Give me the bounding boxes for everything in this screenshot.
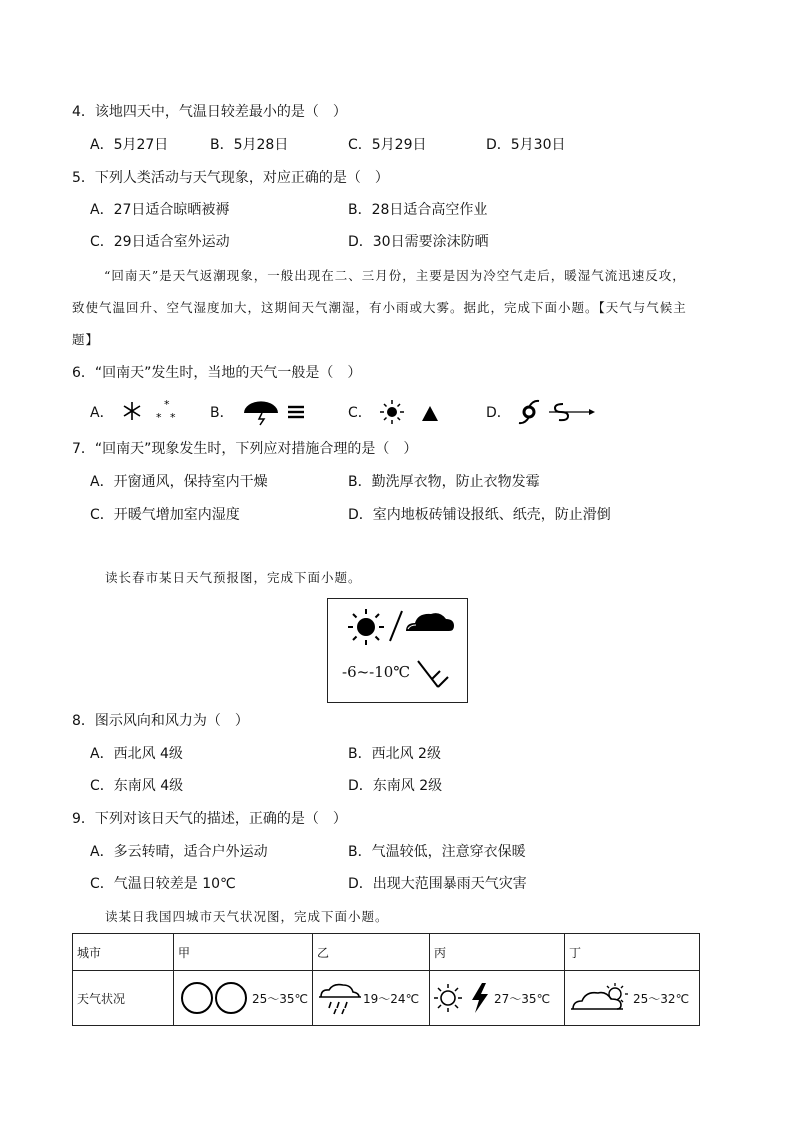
q9-option-a[interactable]: A．多云转晴，适合户外运动 [90, 844, 268, 860]
q5-option-b[interactable]: B．28日适合高空作业 [348, 202, 488, 218]
cell-bing [430, 971, 565, 1026]
q4-option-b[interactable]: B．5月28日 [210, 137, 289, 153]
passage-line-3: 题】 [72, 332, 100, 347]
header-cell-ding: 丁 [565, 934, 700, 971]
passage-huinantian [72, 260, 722, 356]
svg-text:*: * [155, 411, 162, 424]
q7-stem: 7．“回南天”现象发生时，下列应对措施合理的是（ ） [72, 441, 418, 457]
wind-barb-icon [416, 657, 450, 697]
q6-option-b[interactable] [210, 401, 316, 423]
q5-option-c[interactable]: C．29日适合室外运动 [90, 234, 230, 250]
header-cell-jia: 甲 [174, 934, 313, 971]
passage-line-1: “回南天”是天气返潮现象，一般出现在二、三月份，主要是因为冷空气走后，暖湿气流迅速反攻， [104, 268, 686, 283]
table-header-row [73, 934, 700, 971]
q8-stem: 8．图示风向和风力为（ ） [72, 713, 249, 729]
q7-option-c[interactable]: C．开暖气增加室内湿度 [90, 507, 240, 523]
cell-yi [313, 971, 430, 1026]
forecast-temperature: -6~-10℃ [342, 663, 411, 681]
table-intro: 读某日我国四城市天气状况图，完成下面小题。 [105, 909, 389, 924]
q7-option-d[interactable]: D．室内地板砖铺设报纸、纸壳，防止滑倒 [348, 507, 611, 523]
sunny-cloudy-icon [328, 599, 467, 659]
snow-icon [120, 398, 190, 426]
q9-stem: 9．下列对该日天气的描述，正确的是（ ） [72, 811, 347, 827]
cell-ding [565, 971, 700, 1026]
temp-ding: 25～32℃ [633, 991, 690, 1006]
row-label-weather: 天气状况 [73, 971, 174, 1026]
q6-option-c-label: C． [348, 405, 372, 421]
header-cell-bing: 丙 [430, 934, 565, 971]
q6-option-a[interactable] [90, 398, 190, 424]
q5-stem: 5．下列人类活动与天气现象，对应正确的是（ ） [72, 170, 389, 186]
sunny-hail-icon [378, 398, 448, 426]
q6-option-b-label: B． [210, 405, 234, 421]
q5-option-d[interactable]: D．30日需要涂沫防晒 [348, 234, 489, 250]
sunny-lightning-icon [434, 981, 494, 1015]
q8-option-a[interactable]: A．西北风 4级 [90, 746, 183, 762]
table-row [73, 971, 700, 1026]
q9-option-d[interactable]: D．出现大范围暴雨天气灾害 [348, 876, 527, 892]
partly-cloudy-icon [569, 981, 633, 1015]
q7-option-b[interactable]: B．勤洗厚衣物，防止衣物发霉 [348, 474, 540, 490]
q7-option-a[interactable]: A．开窗通风，保持室内干燥 [90, 474, 268, 490]
forecast-intro: 读长春市某日天气预报图，完成下面小题。 [105, 570, 362, 585]
fog-icon [178, 981, 252, 1015]
q4-option-d[interactable]: D．5月30日 [486, 137, 566, 153]
q6-option-d-label: D． [486, 405, 511, 421]
q6-option-d[interactable] [486, 401, 603, 423]
q5-option-a[interactable]: A．27日适合晾晒被褥 [90, 202, 230, 218]
q4-stem: 4．该地四天中，气温日较差最小的是（ ） [72, 104, 347, 120]
temp-bing: 27～35℃ [494, 991, 551, 1006]
temp-yi: 19～24℃ [363, 991, 420, 1006]
rain-icon [317, 981, 363, 1015]
q8-option-c[interactable]: C．东南风 4级 [90, 778, 184, 794]
q9-option-c[interactable]: C．气温日较差是 10℃ [90, 876, 236, 892]
cell-jia [174, 971, 313, 1026]
q4-option-c[interactable]: C．5月29日 [348, 137, 427, 153]
passage-line-2: 致使气温回升、空气湿度加大，这期间天气潮湿，有小雨或大雾。据此，完成下面小题。【天气与气候主 [72, 300, 687, 315]
q6-option-a-label: A． [90, 405, 114, 421]
header-cell-yi: 乙 [313, 934, 430, 971]
temp-jia: 25～35℃ [252, 991, 309, 1006]
svg-text:*: * [163, 398, 170, 411]
q8-option-d[interactable]: D．东南风 2级 [348, 778, 443, 794]
typhoon-sandstorm-icon [517, 398, 603, 426]
q9-option-b[interactable]: B．气温较低，注意穿衣保暖 [348, 844, 526, 860]
svg-text:*: * [169, 411, 176, 424]
q8-option-b[interactable]: B．西北风 2级 [348, 746, 441, 762]
q6-stem: 6．“回南天”发生时，当地的天气一般是（ ） [72, 365, 362, 381]
thunder-rain-fog-icon [240, 398, 316, 426]
forecast-figure [327, 598, 468, 703]
q6-option-c[interactable] [348, 401, 448, 423]
cloudy-icon [406, 613, 454, 631]
city-weather-table [72, 933, 700, 1026]
header-cell-city: 城市 [73, 934, 174, 971]
q4-option-a[interactable]: A．5月27日 [90, 137, 169, 153]
sunny-icon [348, 609, 384, 645]
